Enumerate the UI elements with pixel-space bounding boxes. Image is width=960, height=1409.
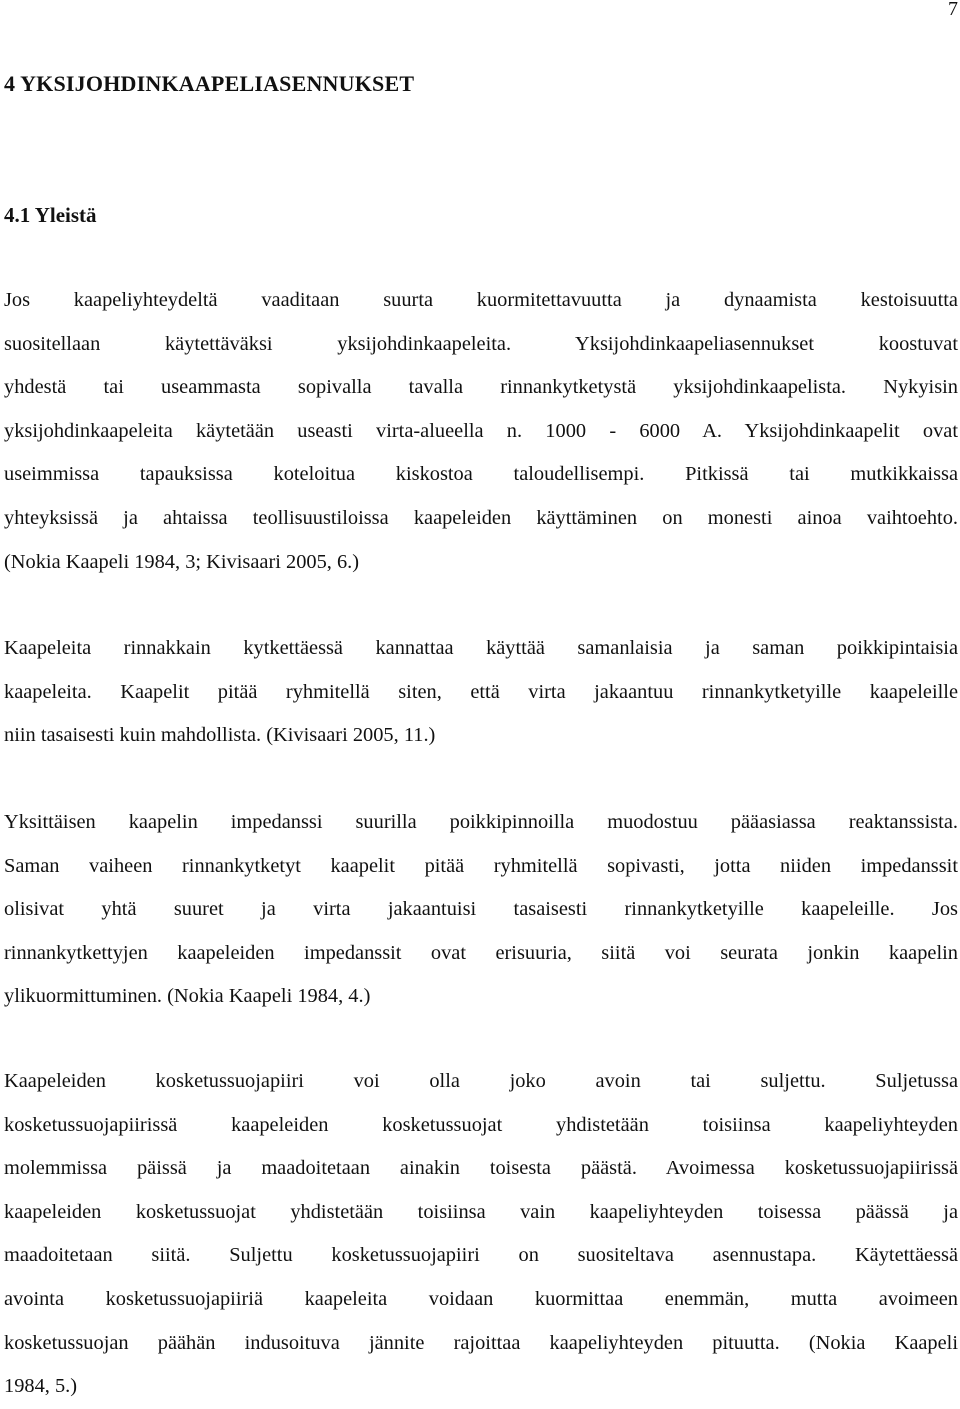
text-line: kosketussuojan päähän indusoituva jännite rajoittaa kaapeliyhteyden pituutta. (Nokia Kaapeli bbox=[4, 1331, 958, 1354]
text-line: maadoitetaan siitä. Suljettu kosketussuojapiiri on suositeltava asennustapa. Käytettäessä bbox=[4, 1244, 958, 1267]
text-line: Kaapeleita rinnakkain kytkettäessä kannattaa käyttää samanlaisia ja saman poikkipintaisia bbox=[4, 637, 958, 659]
page-number: 7 bbox=[948, 0, 958, 20]
text-line: useimmissa tapauksissa koteloitua kiskostoa taloudellisempi. Pitkissä tai mutkikkaissa bbox=[4, 463, 958, 486]
text-line: yhteyksissä ja ahtaissa teollisuustiloissa kaapeleiden käyttäminen on monesti ainoa vaihtoehto. bbox=[4, 506, 958, 529]
paragraph-parallel-cables bbox=[4, 627, 958, 758]
text-line: kaapeleita. Kaapelit pitää ryhmitellä siten, että virta jakaantuu rinnankytketyille kaapeleille bbox=[4, 680, 958, 703]
text-line: niin tasaisesti kuin mahdollista. (Kivisaari 2005, 11.) bbox=[4, 724, 436, 747]
section-heading: 4.1 Yleistä bbox=[4, 203, 97, 227]
paragraph-sheath-circuit bbox=[4, 1060, 958, 1409]
text-line: Yksittäisen kaapelin impedanssi suurilla poikkipinnoilla muodostuu pääasiassa reaktanssista. bbox=[4, 811, 958, 833]
paragraph-impedance bbox=[4, 801, 958, 1019]
text-line: molemmissa päissä ja maadoitetaan ainakin toisesta päästä. Avoimessa kosketussuojapiirissä bbox=[4, 1157, 958, 1180]
text-line: rinnankytkettyjen kaapeleiden impedanssit ovat erisuuria, siitä voi seurata jonkin kaapelin bbox=[4, 941, 958, 964]
text-line: kosketussuojapiirissä kaapeleiden kosketussuojat yhdistetään toisiinsa kaapeliyhteyden bbox=[4, 1113, 958, 1136]
text-line: yksijohdinkaapeleita käytetään useasti virta-alueella n. 1000 - 6000 A. Yksijohdinkaapelit ovat bbox=[4, 419, 958, 442]
text-line: ylikuormittuminen. (Nokia Kaapeli 1984, 4.) bbox=[4, 985, 371, 1008]
text-line: avointa kosketussuojapiiriä kaapeleita voidaan kuormittaa enemmän, mutta avoimeen bbox=[4, 1287, 958, 1310]
text-line: Saman vaiheen rinnankytketyt kaapelit pitää ryhmitellä sopivasti, jotta niiden impedanssit bbox=[4, 854, 958, 877]
text-line: suositellaan käytettäväksi yksijohdinkaapeleita. Yksijohdinkaapeliasennukset koostuvat bbox=[4, 332, 958, 355]
text-line: olisivat yhtä suuret ja virta jakaantuisi tasaisesti rinnankytketyille kaapeleille. Jos bbox=[4, 898, 958, 921]
text-line: 1984, 5.) bbox=[4, 1375, 78, 1398]
text-line: Jos kaapeliyhteydeltä vaaditaan suurta kuormitettavuutta ja dynaamista kestoisuutta bbox=[4, 289, 958, 311]
text-line: kaapeleiden kosketussuojat yhdistetään toisiinsa vain kaapeliyhteyden toisessa päässä ja bbox=[4, 1200, 958, 1223]
text-line: Kaapeleiden kosketussuojapiiri voi olla joko avoin tai suljettu. Suljetussa bbox=[4, 1070, 958, 1092]
paragraph-general bbox=[4, 279, 958, 584]
text-line: (Nokia Kaapeli 1984, 3; Kivisaari 2005, 6.) bbox=[4, 550, 360, 573]
text-line: yhdestä tai useammasta sopivalla tavalla rinnankytketystä yksijohdinkaapelista. Nykyisin bbox=[4, 376, 958, 399]
chapter-heading: 4 YKSIJOHDINKAAPELIASENNUKSET bbox=[4, 71, 415, 96]
